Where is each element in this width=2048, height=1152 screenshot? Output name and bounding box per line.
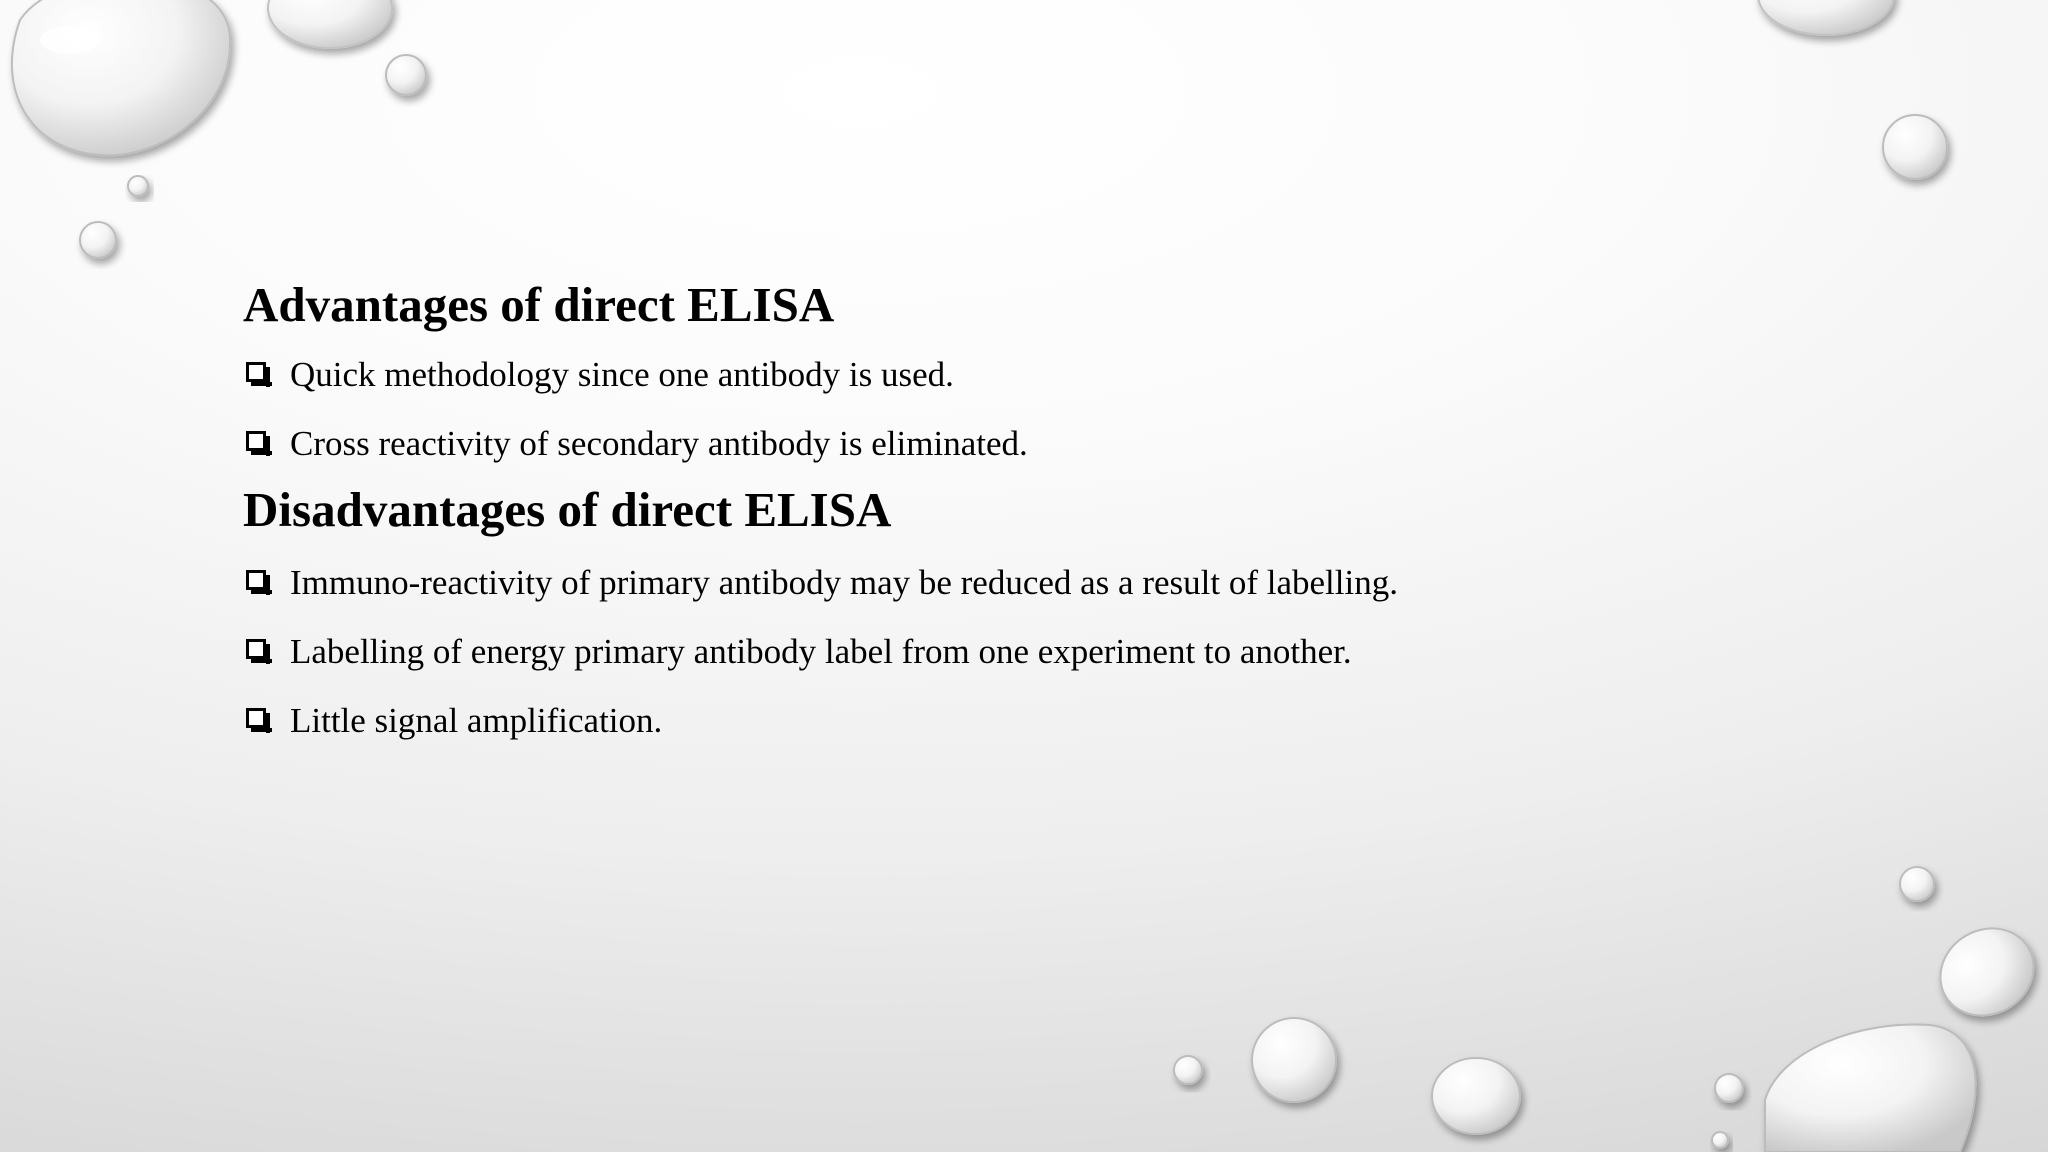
list-item-text: Little signal amplification. bbox=[290, 701, 663, 740]
list-item bbox=[243, 700, 1843, 742]
advantages-heading: Advantages of direct ELISA bbox=[243, 277, 835, 332]
list-item-text: Cross reactivity of secondary antibody is eliminated. bbox=[290, 424, 1028, 463]
droplet-top-left-medium bbox=[268, 0, 392, 48]
disadvantages-list bbox=[243, 562, 1843, 742]
advantages-list bbox=[243, 354, 1843, 465]
droplet-top-left-large bbox=[12, 0, 230, 155]
droplet-top-right-large bbox=[1758, 0, 1894, 35]
list-item-text: Labelling of energy primary antibody label from one experiment to another. bbox=[290, 632, 1352, 671]
checkbox-bullet-icon bbox=[246, 431, 266, 451]
droplet-bottom-right-2 bbox=[1924, 912, 2048, 1033]
droplet-bottom-middle-1 bbox=[1252, 1018, 1336, 1102]
droplet-bottom-right-5 bbox=[1712, 1132, 1728, 1148]
list-item bbox=[243, 423, 1843, 465]
droplet-bottom-middle-2 bbox=[1432, 1058, 1520, 1134]
droplet-top-left-small-3 bbox=[80, 222, 116, 258]
droplet-top-left-small-2 bbox=[128, 176, 148, 196]
slide-content bbox=[243, 270, 1843, 742]
checkbox-bullet-icon bbox=[246, 708, 266, 728]
list-item bbox=[243, 631, 1843, 673]
list-item-text: Quick methodology since one antibody is used. bbox=[290, 355, 954, 394]
droplet-bottom-right-3 bbox=[1765, 1024, 1976, 1152]
droplet-top-left-small-1 bbox=[386, 55, 426, 95]
checkbox-bullet-icon bbox=[246, 570, 266, 590]
disadvantages-heading: Disadvantages of direct ELISA bbox=[243, 482, 892, 537]
list-item-text: Immuno-reactivity of primary antibody may be reduced as a result of labelling. bbox=[290, 563, 1398, 602]
droplet-bottom-right-1 bbox=[1900, 867, 1934, 901]
checkbox-bullet-icon bbox=[246, 639, 266, 659]
list-item bbox=[243, 562, 1843, 604]
droplet-bottom-right-4 bbox=[1715, 1074, 1743, 1102]
checkbox-bullet-icon bbox=[246, 362, 266, 382]
droplet-bottom-middle-3 bbox=[1174, 1056, 1202, 1084]
droplet-top-right-small bbox=[1883, 115, 1947, 179]
list-item bbox=[243, 354, 1843, 396]
